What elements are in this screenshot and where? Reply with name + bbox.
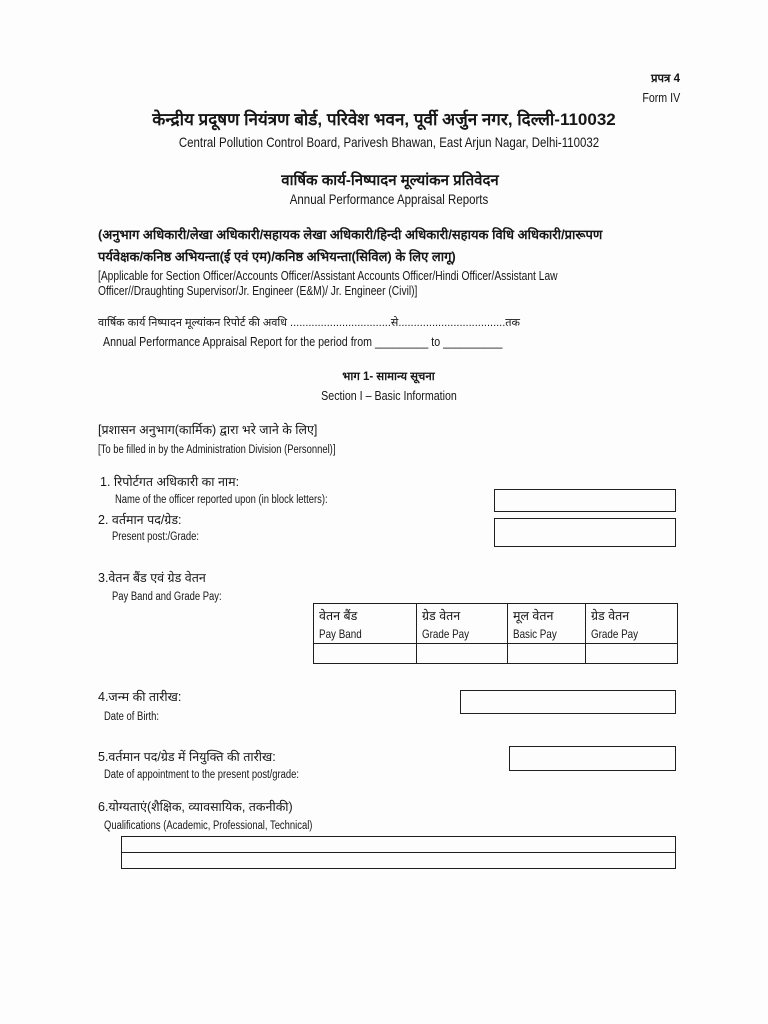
pay-table-header-row bbox=[314, 604, 678, 644]
qualifications-row[interactable] bbox=[122, 837, 675, 853]
pay-table-header-cell bbox=[586, 604, 678, 644]
org-title-hindi: केन्द्रीय प्रदूषण नियंत्रण बोर्ड, परिवेश भवन, पूर्वी अर्जुन नगर, दिल्ली-110032 bbox=[152, 110, 616, 129]
grade-pay-entry-cell-2[interactable] bbox=[586, 644, 678, 664]
column-label-hindi: मूल वेतन bbox=[513, 609, 554, 623]
section-title-english: Section I – Basic Information bbox=[321, 388, 457, 403]
present-post-label-english: Present post:/Grade: bbox=[112, 531, 200, 543]
qualifications-row[interactable] bbox=[122, 853, 675, 868]
applicability-english-line1: [Applicable for Section Officer/Accounts Officer/Assistant Accounts Officer/Hindi Officer/Assistant Law bbox=[98, 269, 558, 283]
appointment-date-label-hindi: 5.वर्तमान पद/ग्रेड में नियुक्ति की तारीख: bbox=[98, 750, 276, 764]
qualifications-label-hindi: 6.योग्यताएं(शैक्षिक, व्यावसायिक, तकनीकी) bbox=[98, 800, 293, 814]
officer-name-label-english: Name of the officer reported upon (in block letters): bbox=[115, 494, 328, 506]
report-title-hindi: वार्षिक कार्य-निष्पादन मूल्यांकन प्रतिवेदन bbox=[281, 172, 499, 189]
form-number-hindi: प्रपत्र 4 bbox=[650, 73, 680, 85]
appointment-date-label-english: Date of appointment to the present post/grade: bbox=[104, 769, 300, 781]
officer-name-field[interactable] bbox=[494, 489, 676, 512]
column-label-english: Basic Pay bbox=[513, 627, 557, 641]
grade-pay-entry-cell[interactable] bbox=[417, 644, 508, 664]
pay-table-header-cell bbox=[314, 604, 417, 644]
column-label-english: Grade Pay bbox=[591, 627, 639, 641]
column-label-hindi: वेतन बैंड bbox=[319, 609, 358, 623]
date-of-birth-label-hindi: 4.जन्म की तारीख: bbox=[98, 690, 182, 704]
column-label-english: Pay Band bbox=[319, 627, 362, 641]
column-label-hindi: ग्रेड वेतन bbox=[422, 609, 461, 623]
officer-name-label-hindi: 1. रिपोर्टगत अधिकारी का नाम: bbox=[100, 475, 240, 489]
section-note-english: [To be filled in by the Administration Division (Personnel)] bbox=[98, 444, 336, 456]
pay-table bbox=[313, 603, 678, 664]
qualifications-label-english: Qualifications (Academic, Professional, Technical) bbox=[104, 820, 313, 832]
pay-band-entry-cell[interactable] bbox=[314, 644, 417, 664]
applicability-hindi-line1: (अनुभाग अधिकारी/लेखा अधिकारी/सहायक लेखा अधिकारी/हिन्दी अधिकारी/सहायक विधि अधिकारी/प्रारूपण bbox=[98, 227, 603, 242]
pay-table-entry-row bbox=[314, 644, 678, 664]
present-post-label-hindi: 2. वर्तमान पद/ग्रेड: bbox=[98, 513, 182, 527]
pay-band-label-english: Pay Band and Grade Pay: bbox=[112, 591, 222, 603]
column-label-hindi: ग्रेड वेतन bbox=[591, 609, 630, 623]
section-note-hindi: [प्रशासन अनुभाग(कार्मिक) द्वारा भरे जाने के लिए] bbox=[98, 423, 318, 437]
section-title-hindi: भाग 1- सामान्य सूचना bbox=[342, 371, 435, 383]
pay-band-label-hindi: 3.वेतन बैंड एवं ग्रेड वेतन bbox=[98, 571, 206, 585]
period-english: Annual Performance Appraisal Report for the period from _________ to __________ bbox=[103, 334, 503, 349]
present-post-field[interactable] bbox=[494, 518, 676, 547]
pay-table-header-cell bbox=[508, 604, 586, 644]
applicability-hindi-line2: पर्यवेक्षक/कनिष्ठ अभियन्ता(ई एवं एम)/कनिष्ठ अभियन्ता(सिविल) के लिए लागू) bbox=[98, 249, 456, 264]
qualifications-box bbox=[121, 836, 676, 869]
basic-pay-entry-cell[interactable] bbox=[508, 644, 586, 664]
period-hindi: वार्षिक कार्य निष्पादन मूल्यांकन रिपोर्ट की अवधि .................................से...................................तक bbox=[98, 317, 521, 329]
column-label-english: Grade Pay bbox=[422, 627, 470, 641]
report-title-english: Annual Performance Appraisal Reports bbox=[289, 191, 489, 207]
date-of-birth-field[interactable] bbox=[460, 690, 676, 714]
applicability-english-line2: Officer//Draughting Supervisor/Jr. Engineer (E&M)/ Jr. Engineer (Civil)] bbox=[98, 284, 418, 298]
org-title-english: Central Pollution Control Board, Parivesh Bhawan, East Arjun Nagar, Delhi-110032 bbox=[178, 134, 600, 150]
form-number-english: Form IV bbox=[642, 90, 680, 105]
appointment-date-field[interactable] bbox=[509, 746, 676, 771]
pay-table-header-cell bbox=[417, 604, 508, 644]
date-of-birth-label-english: Date of Birth: bbox=[104, 711, 160, 723]
